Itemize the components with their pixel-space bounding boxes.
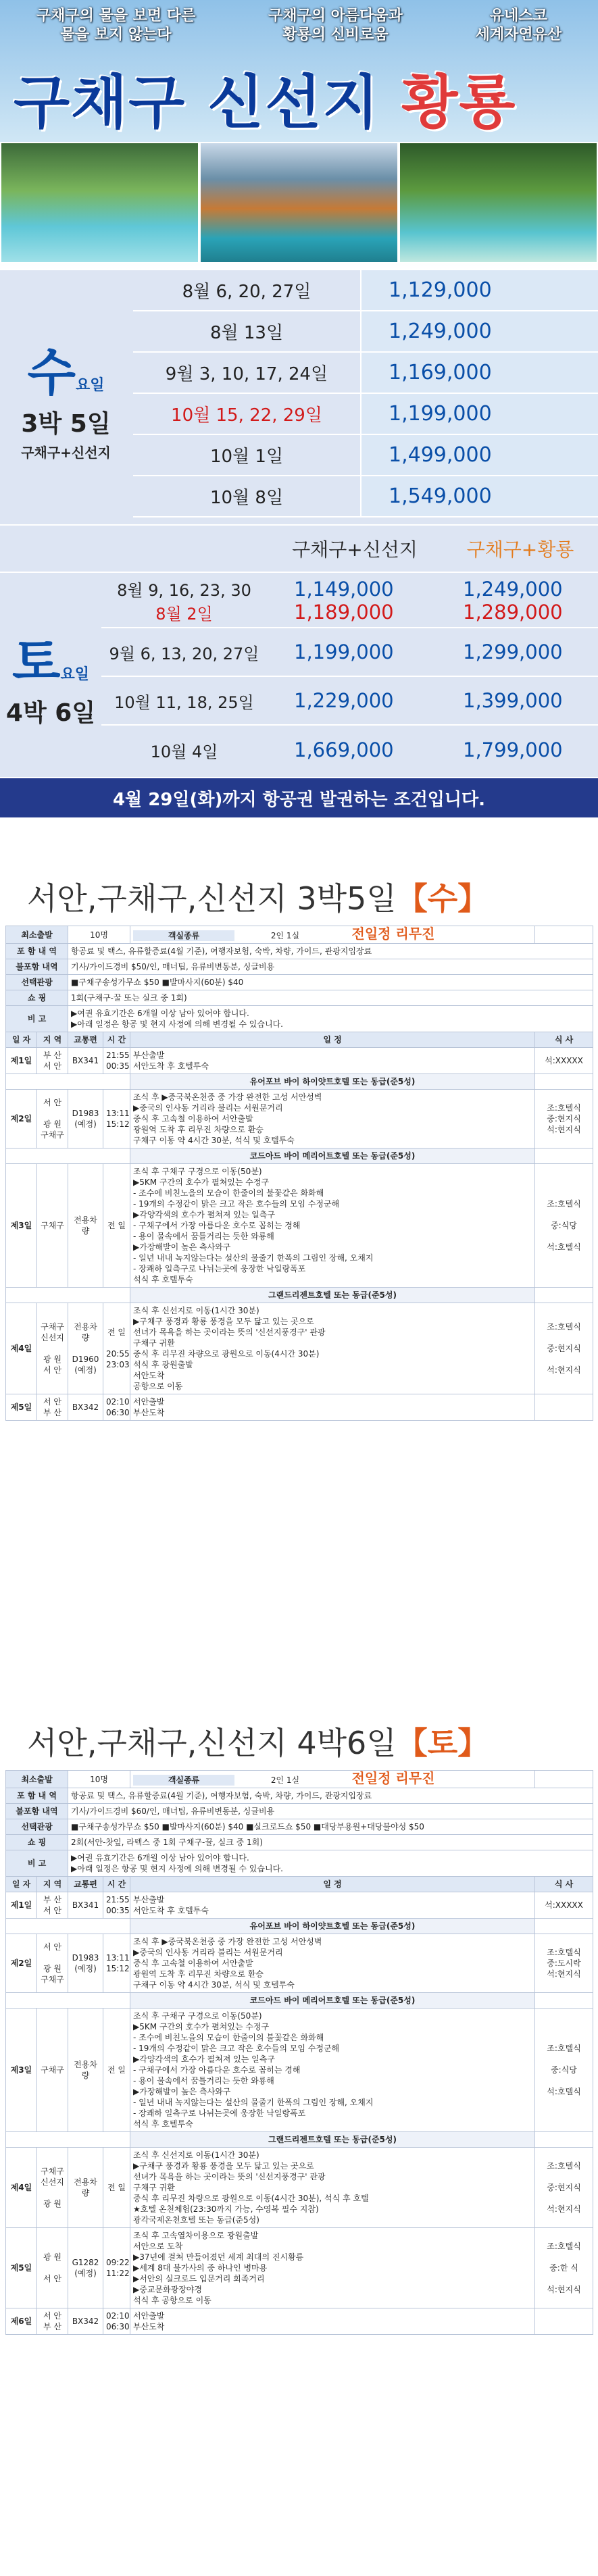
day-row (6, 2009, 593, 2132)
day-tr: 전용차량 (68, 2148, 103, 2228)
hero-title-main: 구채구 신선지 (14, 69, 380, 136)
day-tr: D1983 (예정) (68, 1090, 103, 1148)
itinerary-section-1 (0, 872, 598, 1421)
sat-row: 8월 9, 16, 23, 30 8월 2일 1,149,000 1,189,000 1,249,000 1,289,000 (101, 574, 598, 628)
day-meal: 석:XXXXX (535, 1048, 593, 1074)
sat-rows (101, 574, 598, 774)
wed-nights: 3박 5일 (21, 410, 111, 438)
hero-photos (0, 142, 598, 263)
itinerary-header: 일 자 지 역 교통편 시 간 일 정 식 사 (6, 1877, 593, 1892)
day-plan: 조식 후 ▶중국북온천중 중 가장 완전한 고성 서안성벽 ▶중국의 인사동 거리라 불리는 서원문거리 중식 후 고속철 이용하여 서안출발 광원역 도착 후 리무진 차량으로 환승 구채구 이동 약 4시간 30분, 석식 및 호텔투숙 (130, 1934, 535, 1993)
day-meal: 조:호텔식 중:현지식 석:현지식 (535, 1090, 593, 1148)
day-meal: 조:호텔식 중:식당 석:호텔식 (535, 2009, 593, 2132)
day-area: 구채구 (37, 1164, 68, 1288)
day-day: 제2일 (6, 1934, 37, 1993)
ticketing-notice: 4월 29일(화)까지 항공권 발권하는 조건입니다. (0, 778, 598, 817)
sat-header (0, 526, 598, 573)
hotel-name: 코드아드 바이 메리어트호텔 또는 동급(준5성) (130, 1148, 535, 1164)
day-row (6, 1048, 593, 1074)
day-plan: 부산출발 서안도착 후 호텔투숙 (130, 1048, 535, 1074)
section-2-title: 서안,구채구,신선지 4박6일【토】 (27, 1725, 489, 1761)
itinerary-table-2 (5, 1770, 593, 2335)
hotel-row (6, 1148, 593, 1164)
day-time: 13:11 15:12 (103, 1090, 130, 1148)
hotel-name: 유어포브 바이 하이얏트호텔 또는 동급(준5성) (130, 1074, 535, 1090)
day-time: 전 일 (103, 2009, 130, 2132)
sat-schedule (0, 526, 598, 777)
day-plan: 서안출발 부산도착 (130, 1394, 535, 1421)
day-area: 부 산 서 안 (37, 1892, 68, 1919)
day-row (6, 1164, 593, 1288)
info-row: 비 고 ▶여권 유효기간은 6개월 이상 남아 있어야 합니다. ▶아래 일정은 항공 및 현지 사정에 의해 변경될 수 있습니다. (6, 1850, 593, 1877)
day-plan: 조식 후 구채구 구경으로 이동(50분) ▶5KM 구간의 호수가 펼쳐있는 수정구 - 조수에 비친노을의 모습이 한줄이의 불꽃같은 화화해 - 19개의 수정같이 맑은 크고 작은 호수들의 모임 수정군해 ▶각양각색의 호수가 펼쳐져 있는 일측구 - 구채구에서 가장 아름다운 호수로 꼽히는 경해 - 용이 물속에서 꿈틀거리는 듯한 와룡해 ▶가장해발이 높은 측사와구 - 일년 내내 녹지않는다는 설산의 물줄기 한폭의 그림인 장해, 오채지 - 장쾌하 일측구로 나뉘는곳에 웅장한 낙일랑폭포 석식 후 호텔투숙 (130, 1164, 535, 1288)
sat-col2: 구채구+황룡 (466, 538, 574, 561)
hotel-name: 그랜드리젠트호텔 또는 동급(준5성) (130, 2132, 535, 2148)
info-row: 비 고 ▶여권 유효기간은 6개월 이상 남아 있어야 합니다. ▶아래 일정은 항공 및 현지 사정에 의해 변경될 수 있습니다. (6, 1006, 593, 1032)
day-row (6, 1303, 593, 1394)
photo-pools (399, 142, 598, 263)
day-meal (535, 1394, 593, 1421)
day-tr: D1983 (예정) (68, 1934, 103, 1993)
day-row (6, 1090, 593, 1148)
info-row: 포 함 내 역 항공료 및 택스, 유류할증료(4월 기준), 여행자보험, 숙박, 차량, 가이드, 관광지입장료 (6, 944, 593, 959)
photo-terraces (0, 142, 199, 263)
day-time: 21:55 00:35 (103, 1048, 130, 1074)
day-area: 광 원 서 안 (37, 2228, 68, 2308)
day-plan: 조식 후 고속열차이용으로 광원출발 서안으로 도착 ▶37년에 걸쳐 만들어졌던 세계 최대의 진시황릉 ▶세계 8대 불가사의 중 하나인 병마용 ▶서안의 실크로드 입문거리 회족거리 ▶중교문화광장야경 석식 후 공항으로 이동 (130, 2228, 535, 2308)
info-row: 불포함 내역 기사/가이드경비 $60/인, 매너팁, 유류비변동분, 싱글비용 (6, 1804, 593, 1819)
day-meal: 조:호텔식 중:식당 석:호텔식 (535, 1164, 593, 1288)
sat-row: 10월 11, 18, 25일 1,229,000 1,399,000 (101, 677, 598, 726)
itinerary-section-2 (0, 1716, 598, 2335)
day-plan: 조식 후 ▶중국북온천중 중 가장 완전한 고성 서안성벽 ▶중국의 인사동 거리라 불리는 서원문거리 중식 후 고속철 이용하여 서안출발 광원역 도착 후 리무진 차량으로 환승 구채구 이동 약 4시간 30분, 석식 및 호텔투숙 (130, 1090, 535, 1148)
day-row (6, 2228, 593, 2308)
sat-day: 토 (12, 632, 61, 691)
day-tr: BX341 (68, 1048, 103, 1074)
day-day: 제6일 (6, 2308, 37, 2335)
day-tr: BX341 (68, 1892, 103, 1919)
day-meal (535, 2308, 593, 2335)
info-row: 쇼 핑 2회(서안-찻잎, 라텍스 중 1회 구채구-꿀, 실크 중 1회) (6, 1835, 593, 1850)
info-row: 포 함 내 역 항공료 및 택스, 유류할증료(4월 기준), 여행자보험, 숙박, 차량, 가이드, 관광지입장료 (6, 1788, 593, 1804)
day-row (6, 1892, 593, 1919)
section-1-title: 서안,구채구,신선지 3박5일【수】 (27, 880, 489, 917)
wed-row: 8월 6, 20, 27일 1,129,000 (133, 270, 598, 311)
wed-rows (133, 270, 598, 517)
day-meal: 석:XXXXX (535, 1892, 593, 1919)
wed-row: 10월 8일 1,549,000 (133, 476, 598, 517)
day-plan: 조식 후 신선지로 이동(1시간 30분) ▶구채구 풍경과 황룡 풍경을 모두 닮고 있는 곳으로 선녀가 목욕을 하는 곳이라는 뜻의 '신선지풍경구' 관광 구채구 귀환 중식 후 리무진 차량으로 광원으로 이동(4시간 30분), 석식 후 호텔 ★호텔 온천체험(23:30까지 가능, 수영복 필수 지참) 광각국제온천호텔 또는 동급(준5성) (130, 2148, 535, 2228)
photo-lake (199, 142, 399, 263)
day-plan: 조식 후 신선지로 이동(1시간 30분) ▶구채구 풍경과 황룡 풍경을 모두 닮고 있는 곳으로 선녀가 목욕을 하는 곳이라는 뜻의 '신선지풍경구' 관광 구채구 귀환 중식 후 리무진 차량으로 광원으로 이동(4시간 30분) 석식 후 광원출발 서안도착 공항으로 이동 (130, 1303, 535, 1394)
day-plan: 조식 후 구채구 구경으로 이동(50분) ▶5KM 구간의 호수가 펼쳐있는 수정구 - 조수에 비친노을의 모습이 한줄이의 불꽃같은 화화해 - 19개의 수정같이 맑은 크고 작은 호수들의 모임 수정군해 ▶각양각색의 호수가 펼쳐져 있는 일측구 - 구채구에서 가장 아름다운 호수로 꼽히는 경해 - 용이 물속에서 꿈틀거리는 듯한 와룡해 ▶가장해발이 높은 측사와구 - 일년 내내 녹지않는다는 설산의 물줄기 한폭의 그림인 장해, 오채지 - 장쾌하 일측구로 나뉘는곳에 웅장한 낙일랑폭포 석식 후 호텔투숙 (130, 2009, 535, 2132)
hotel-name: 그랜드리젠트호텔 또는 동급(준5성) (130, 1288, 535, 1303)
wed-row: 8월 13일 1,249,000 (133, 311, 598, 353)
hotel-row (6, 1993, 593, 2009)
tagline-left: 구채구의 물을 보면 다른 물을 보지 않는다 (36, 7, 196, 43)
day-area: 서 안 부 산 (37, 1394, 68, 1421)
info-row: 불포함 내역 기사/가이드경비 $50/인, 매너팁, 유류비변동분, 싱글비용 (6, 959, 593, 975)
wed-route: 구채구+신선지 (21, 445, 111, 461)
info-row: 선택관광 ■구채구송성가무쇼 $50 ■발마사지(60분) $40 (6, 975, 593, 990)
day-time: 전 일 (103, 1164, 130, 1288)
day-area: 서 안 광 원 구채구 (37, 1090, 68, 1148)
itinerary-table-1 (5, 926, 593, 1421)
day-time: 전 일 (103, 2148, 130, 2228)
day-area: 서 안 부 산 (37, 2308, 68, 2335)
day-tr: 전용차량 (68, 2009, 103, 2132)
hotel-name: 코드아드 바이 메리어트호텔 또는 동급(준5성) (130, 1993, 535, 2009)
day-meal: 조:호텔식 중:한 식 석:현지식 (535, 2228, 593, 2308)
wed-row: 9월 3, 10, 17, 24일 1,169,000 (133, 353, 598, 394)
day-tr: 전용차량 (68, 1164, 103, 1288)
day-row (6, 1394, 593, 1421)
day-row (6, 2308, 593, 2335)
info-row: 최소출발 10명 객실종류 2인 1실 전일정 리무진 (6, 1771, 593, 1788)
day-day: 제4일 (6, 2148, 37, 2228)
day-meal: 조:호텔식 중:도시락 석:현지식 (535, 1934, 593, 1993)
info-row: 선택관광 ■구채구송성가무쇼 $50 ■발마사지(60분) $40 ■실크로드쇼 $50 ■대당부용원+대당불야성 $50 (6, 1819, 593, 1835)
sat-row: 10월 4일 1,669,000 1,799,000 (150, 738, 563, 761)
hotel-row (6, 1919, 593, 1934)
day-tr: 전용차량 D1960 (예정) (68, 1303, 103, 1394)
hero-banner (0, 0, 598, 270)
day-meal: 조:호텔식 중:현지식 석:현지식 (535, 1303, 593, 1394)
hero-title (14, 68, 517, 138)
day-time: 전 일 20:55 23:03 (103, 1303, 130, 1394)
wed-schedule (0, 270, 598, 524)
day-day: 제3일 (6, 1164, 37, 1288)
info-row: 최소출발 10명 객실종류 2인 1실 전일정 리무진 (6, 926, 593, 944)
day-time: 13:11 15:12 (103, 1934, 130, 1993)
day-plan: 부산출발 서안도착 후 호텔투숙 (130, 1892, 535, 1919)
day-day: 제2일 (6, 1090, 37, 1148)
day-area: 부 산 서 안 (37, 1048, 68, 1074)
day-row (6, 2148, 593, 2228)
day-day: 제4일 (6, 1303, 37, 1394)
day-day: 제1일 (6, 1892, 37, 1919)
day-meal: 조:호텔식 중:현지식 석:현지식 (535, 2148, 593, 2228)
day-area: 구채구 신선지 광 원 (37, 2148, 68, 2228)
itinerary-body-1 (6, 1048, 593, 1421)
tagline-right: 유네스코 세계자연유산 (475, 7, 562, 43)
wed-day: 수 (27, 344, 76, 402)
day-area: 구채구 (37, 2009, 68, 2132)
day-tr: BX342 (68, 2308, 103, 2335)
day-time: 02:10 06:30 (103, 1394, 130, 1421)
sat-row: 9월 6, 13, 20, 27일 1,199,000 1,299,000 (101, 628, 598, 677)
day-area: 구채구 신선지 광 원 서 안 (37, 1303, 68, 1394)
day-day: 제5일 (6, 1394, 37, 1421)
itinerary-body-2 (6, 1892, 593, 2335)
hero-taglines (0, 7, 598, 68)
day-time: 09:22 11:22 (103, 2228, 130, 2308)
wed-row: 10월 1일 1,499,000 (133, 435, 598, 476)
day-tr: BX342 (68, 1394, 103, 1421)
wed-side-label: 수요일 3박 5일 구채구+신선지 (0, 270, 132, 524)
sat-side-label: 토요일 4박 6일 (5, 632, 96, 727)
tagline-center: 구채구의 아름다움과 황룡의 신비로움 (268, 7, 403, 43)
hotel-row (6, 1288, 593, 1303)
hotel-row (6, 1074, 593, 1090)
info-row: 쇼 핑 1회(구채구-꿀 또는 실크 중 1회) (6, 990, 593, 1006)
hotel-name: 유어포브 바이 하이얏트호텔 또는 동급(준5성) (130, 1919, 535, 1934)
day-time: 02:10 06:30 (103, 2308, 130, 2335)
day-day: 제1일 (6, 1048, 37, 1074)
day-time: 21:55 00:35 (103, 1892, 130, 1919)
sat-nights: 4박 6일 (5, 699, 96, 727)
hero-title-hwangryong: 황룡 (401, 69, 517, 136)
hotel-row (6, 2132, 593, 2148)
day-plan: 서안출발 부산도착 (130, 2308, 535, 2335)
day-row (6, 1934, 593, 1993)
day-tr: G1282 (예정) (68, 2228, 103, 2308)
day-day: 제5일 (6, 2228, 37, 2308)
day-area: 서 안 광 원 구채구 (37, 1934, 68, 1993)
wed-row: 10월 15, 22, 29일 1,199,000 (133, 394, 598, 435)
day-day: 제3일 (6, 2009, 37, 2132)
sat-col1: 구채구+신선지 (292, 538, 418, 561)
itinerary-header: 일 자 지 역 교통편 시 간 일 정 식 사 (6, 1032, 593, 1048)
